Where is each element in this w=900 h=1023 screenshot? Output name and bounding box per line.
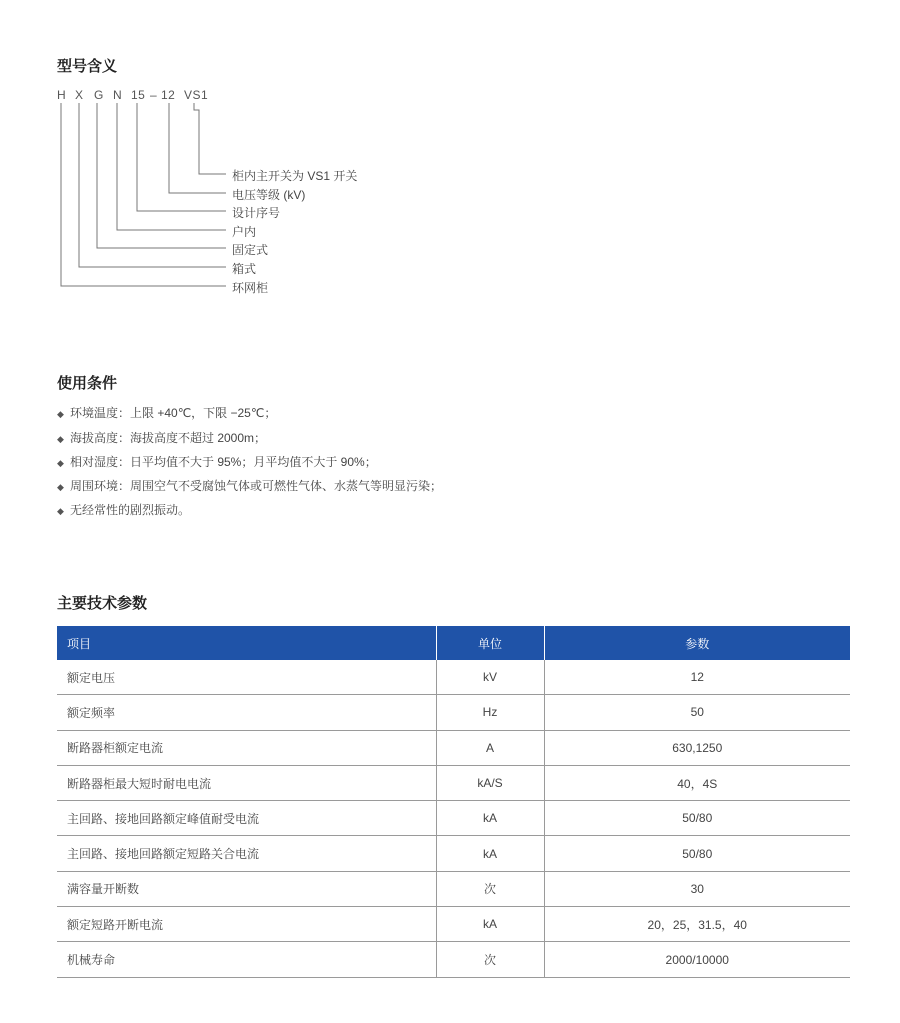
- cell-unit: A: [436, 730, 544, 765]
- cell-item: 满容量开断数: [57, 871, 436, 906]
- legend-ring: 环网柜: [232, 281, 269, 295]
- condition-item: ◆ 相对湿度：日平均值不大于 95%；月平均值不大于 90%；: [57, 455, 377, 469]
- cell-item: 主回路、接地回路额定峰值耐受电流: [57, 801, 436, 836]
- condition-item: ◆ 环境温度：上限 +40℃，下限 −25℃；: [57, 406, 277, 420]
- header-item: 项目: [57, 626, 436, 660]
- cell-item: 机械寿命: [57, 942, 436, 977]
- legend-switch: 柜内主开关为 VS1 开关: [232, 169, 358, 183]
- legend-fixed: 固定式: [232, 243, 269, 257]
- header-unit: 单位: [436, 626, 544, 660]
- cell-item: 额定电压: [57, 660, 436, 695]
- cell-value: 2000/10000: [544, 942, 850, 977]
- cell-value: 40，4S: [544, 765, 850, 800]
- cell-unit: kA: [436, 836, 544, 871]
- code-letter-h: H: [57, 88, 67, 102]
- diamond-bullet-icon: ◆: [57, 506, 64, 516]
- condition-item: ◆ 周围环境：周围空气不受腐蚀气体或可燃性气体、水蒸气等明显污染；: [57, 479, 443, 493]
- table-row: [57, 765, 850, 800]
- code-design-no: 15: [131, 88, 146, 102]
- code-letter-n: N: [113, 88, 123, 102]
- cell-item: 额定频率: [57, 695, 436, 730]
- cell-item: 额定短路开断电流: [57, 907, 436, 942]
- model-code-leader-lines: [0, 0, 900, 320]
- code-dash: –: [150, 88, 158, 102]
- legend-indoor: 户内: [232, 225, 257, 239]
- leader-line-design: [137, 103, 226, 211]
- cell-value: 30: [544, 871, 850, 906]
- table-row: [57, 730, 850, 765]
- table-row: [57, 836, 850, 871]
- cell-value: 20，25，31.5，40: [544, 907, 850, 942]
- code-switch: VS1: [184, 88, 209, 102]
- cell-value: 50/80: [544, 801, 850, 836]
- table-row: [57, 695, 850, 730]
- cell-unit: Hz: [436, 695, 544, 730]
- table-header-row: [57, 626, 850, 660]
- conditions-title: 使用条件: [57, 375, 118, 392]
- code-letter-g: G: [94, 88, 104, 102]
- cell-unit: kA: [436, 907, 544, 942]
- cell-unit: kA/S: [436, 765, 544, 800]
- condition-item: ◆ 无经常性的剧烈振动。: [57, 503, 191, 517]
- table-row: [57, 871, 850, 906]
- legend-voltage: 电压等级 (kV): [232, 188, 306, 202]
- cell-unit: kA: [436, 801, 544, 836]
- leader-line-box: [79, 103, 226, 267]
- leader-line-voltage: [169, 103, 226, 193]
- diamond-bullet-icon: ◆: [57, 458, 64, 468]
- code-voltage: 12: [161, 88, 176, 102]
- model-meaning-title: 型号含义: [57, 58, 118, 75]
- cell-value: 50: [544, 695, 850, 730]
- cell-unit: 次: [436, 871, 544, 906]
- cell-unit: kV: [436, 660, 544, 695]
- table-row: [57, 660, 850, 695]
- cell-value: 12: [544, 660, 850, 695]
- cell-item: 主回路、接地回路额定短路关合电流: [57, 836, 436, 871]
- cell-item: 断路器柜额定电流: [57, 730, 436, 765]
- table-row: [57, 907, 850, 942]
- leader-line-fixed: [97, 103, 226, 248]
- legend-box: 箱式: [232, 262, 257, 276]
- legend-design: 设计序号: [232, 206, 281, 220]
- diamond-bullet-icon: ◆: [57, 482, 64, 492]
- header-value: 参数: [544, 626, 850, 660]
- leader-line-ring: [61, 103, 226, 286]
- code-letter-x: X: [75, 88, 84, 102]
- cell-value: 50/80: [544, 836, 850, 871]
- leader-line-indoor: [117, 103, 226, 230]
- diamond-bullet-icon: ◆: [57, 434, 64, 444]
- cell-value: 630,1250: [544, 730, 850, 765]
- tech-params-table: [57, 626, 850, 978]
- tech-params-title: 主要技术参数: [57, 595, 148, 612]
- condition-item: ◆ 海拔高度：海拔高度不超过 2000m；: [57, 431, 267, 445]
- cell-item: 断路器柜最大短时耐电电流: [57, 765, 436, 800]
- cell-unit: 次: [436, 942, 544, 977]
- diamond-bullet-icon: ◆: [57, 409, 64, 419]
- table-row: [57, 801, 850, 836]
- leader-line-switch: [194, 103, 226, 174]
- table-row: [57, 942, 850, 977]
